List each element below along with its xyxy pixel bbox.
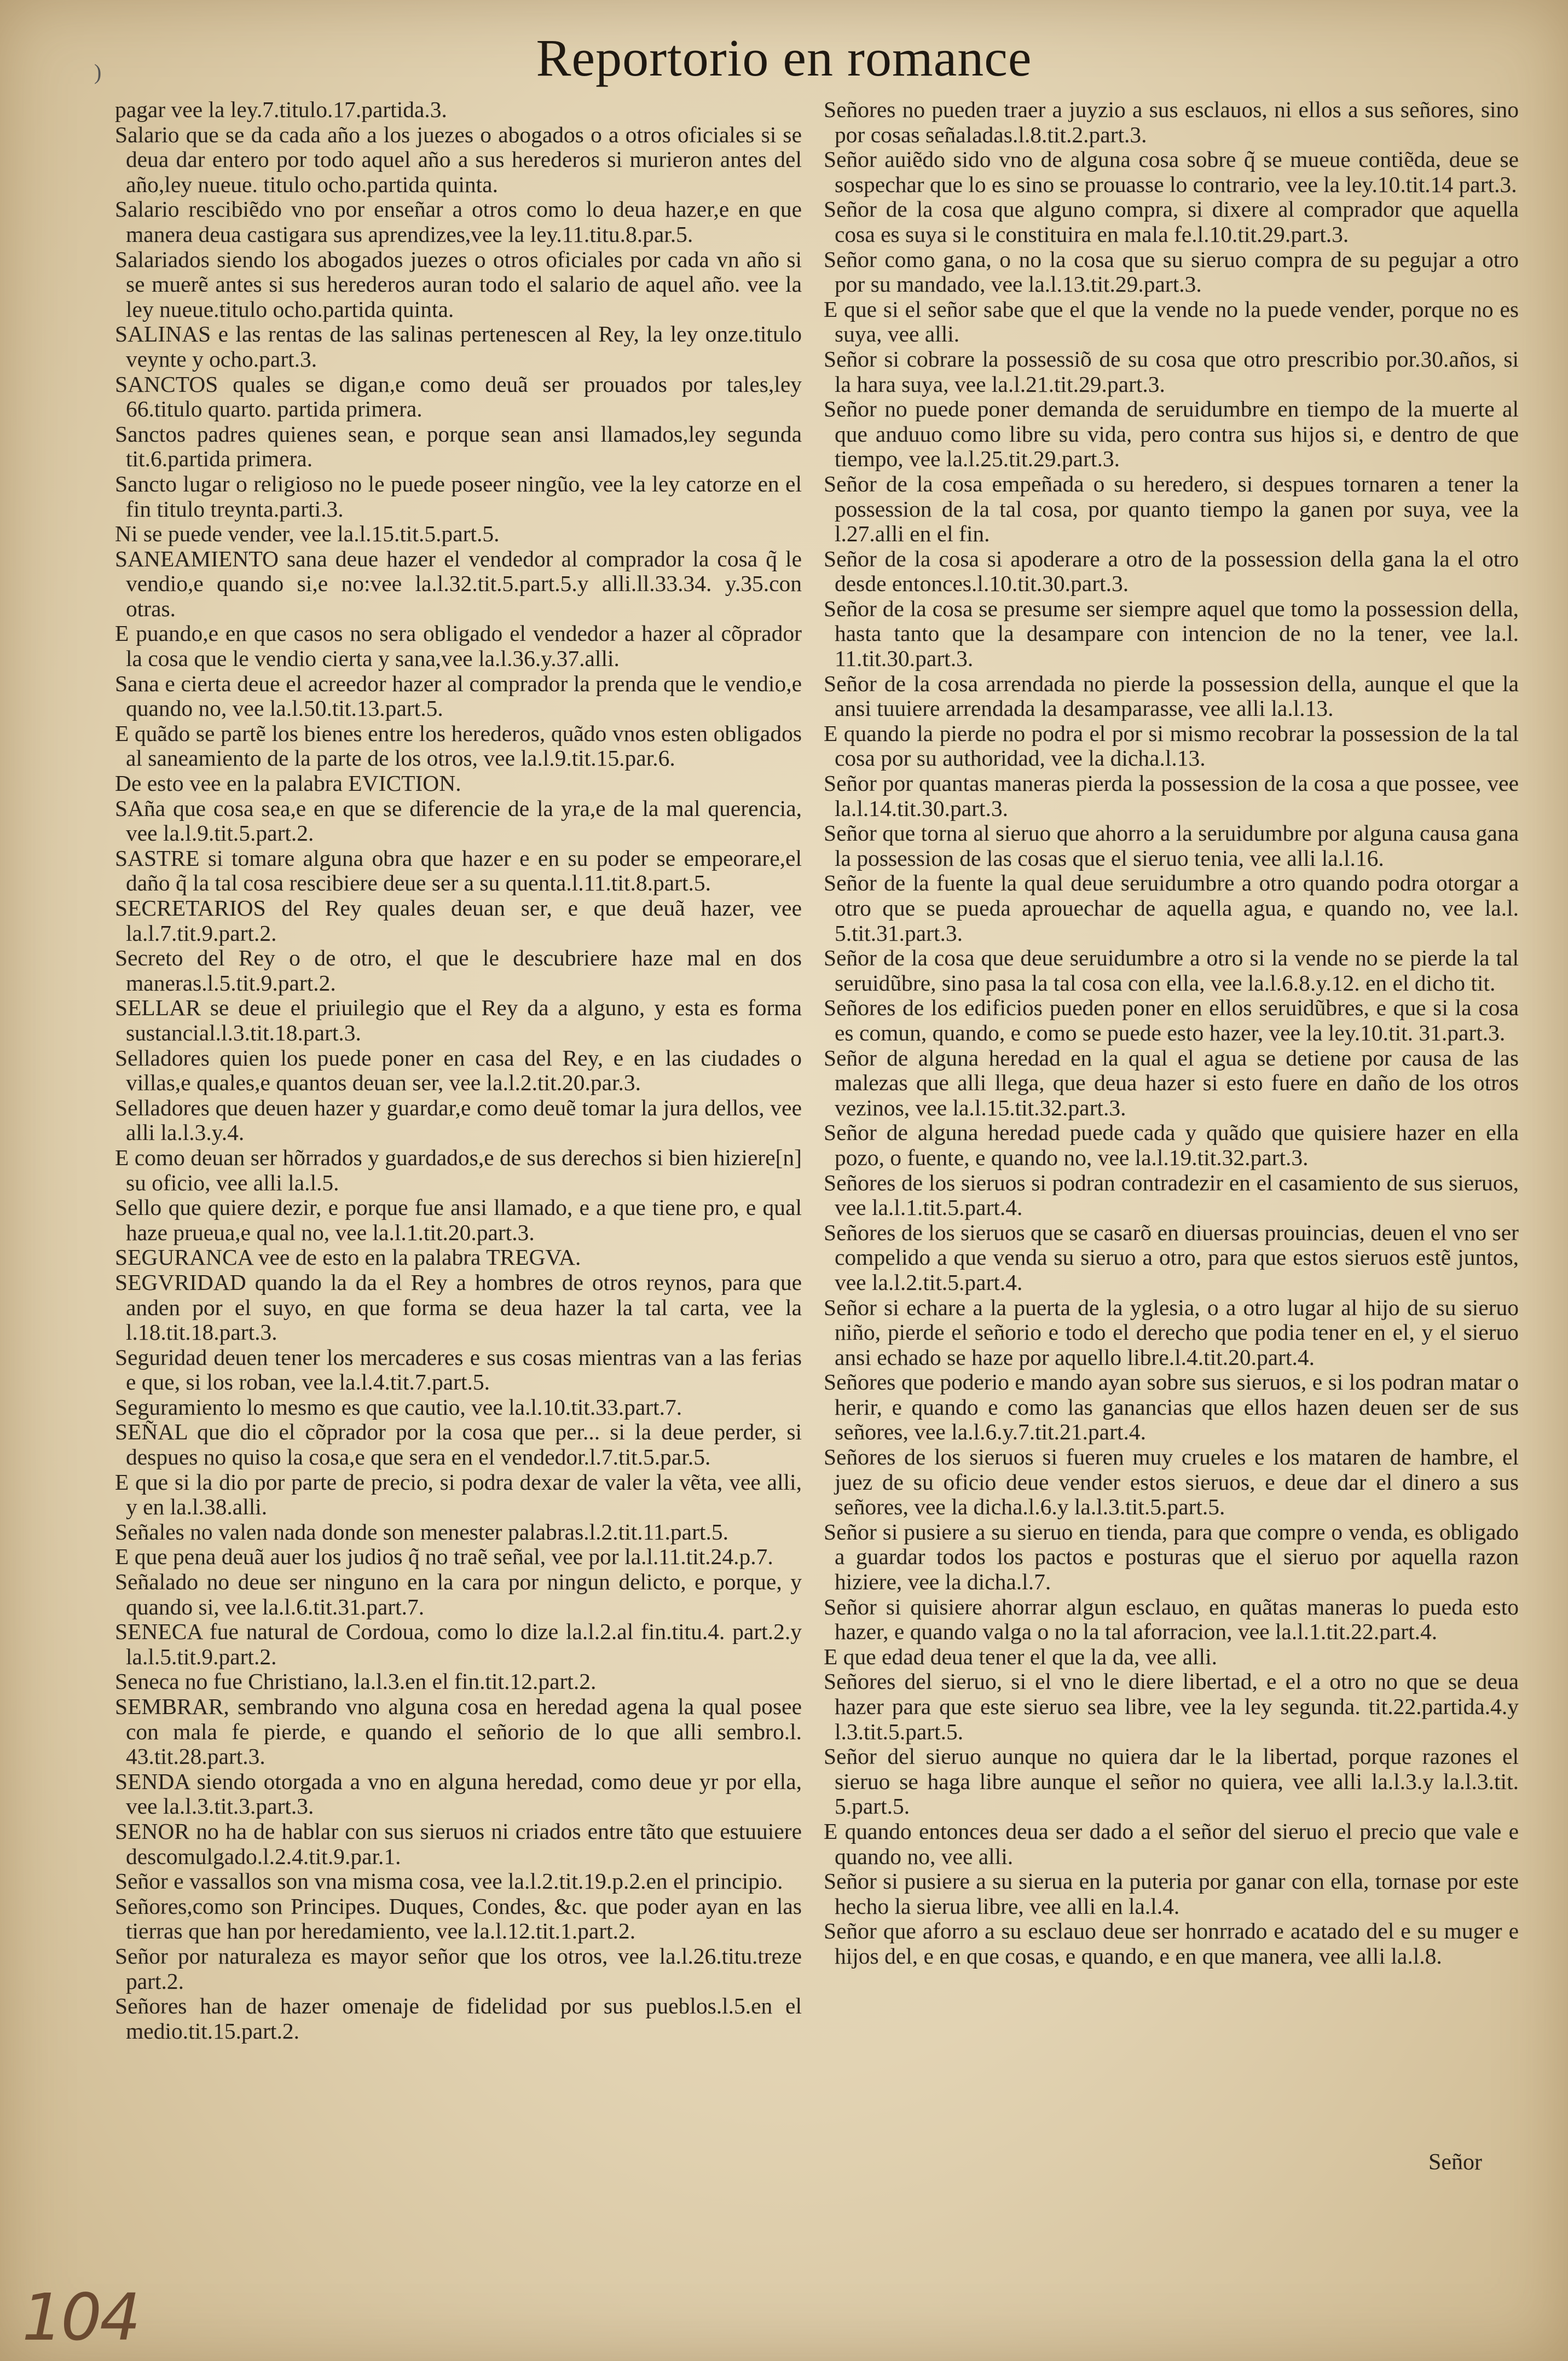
- index-entry: Señores de los sieruos que se casarõ en diuersas prouincias, deuen el vno ser compelido a que venda su sieruo a otro, para que estos sieruos estẽ juntos, vee la.l.2.tit.5.part.4.: [824, 1219, 1519, 1295]
- index-entry: Sana e cierta deue el acreedor hazer al comprador la prenda que le vendio,e quando no, vee la.l.50.tit.13.part.5.: [115, 670, 802, 721]
- index-entry: Señor e vassallos son vna misma cosa, vee la.l.2.tit.19.p.2.en el principio.: [115, 1868, 783, 1894]
- index-entry: Salario rescibiẽdo vno por enseñar a otros como lo deua hazer,e en que manera deua castigara sus aprendizes,vee la ley.11.titu.8.par.5.: [115, 196, 802, 247]
- index-entry: Señor como gana, o no la cosa que su sieruo compra de su pegujar a otro por su mandado, vee la.l.13.tit.29.part.3.: [824, 246, 1519, 297]
- index-entry: Señor de la cosa empeñada o su heredero, si despues tornaren a tener la possession de la tal cosa, por quanto tiempo la ganen por suya, vee la l.27.alli en el fin.: [824, 471, 1519, 547]
- index-entry: Señores,como son Principes. Duques, Condes, &c. que poder ayan en las tierras que han por heredamiento, vee la.l.12.tit.1.part.2.: [115, 1893, 802, 1944]
- index-entry: Señores de los sieruos si fueren muy crueles e los mataren de hambre, el juez de su oficio deue vender estos sieruos, e deue dar el dinero a sus señores, vee la dicha.l.6.y la.l.3.tit.5.part.5.: [824, 1444, 1519, 1520]
- index-entry: Señor de la cosa arrendada no pierde la possession della, aunque el que la ansi tuuiere arrendada la desamparasse, vee alli la.l.13.: [824, 670, 1519, 721]
- index-entry: SENDA siendo otorgada a vno en alguna heredad, como deue yr por ella, vee la.l.3.tit.3.part.3.: [115, 1768, 802, 1819]
- index-entry: Señores que poderio e mando ayan sobre sus sieruos, e si los podran matar o herir, e quando e como las ganancias que ellos hazen deuen ser de sus señores, vee la.l.6.y.7.tit.21.part.4.: [824, 1369, 1519, 1445]
- index-entry: Señales no valen nada donde son menester palabras.l.2.tit.11.part.5.: [115, 1519, 728, 1544]
- index-entry: Seneca no fue Christiano, la.l.3.en el fin.tit.12.part.2.: [115, 1669, 597, 1694]
- index-entry: Señalado no deue ser ninguno en la cara por ningun delicto, e porque, y quando si, vee la.l.6.tit.31.part.7.: [115, 1569, 802, 1619]
- catchword: Señor: [1428, 2150, 1482, 2175]
- index-entry: Señor de la cosa que alguno compra, si dixere al comprador que aquella cosa es suya si le constituira en mala fe.l.10.tit.29.part.3.: [824, 196, 1519, 247]
- index-entry: pagar vee la ley.7.titulo.17.partida.3.: [115, 97, 447, 122]
- index-entry: Salariados siendo los abogados juezes o otros oficiales por cada vn año si se muerẽ antes si sus herederos auran todo el salario de aquel año. vee la ley nueue.titulo ocho.partida quinta.: [115, 246, 802, 322]
- index-entry: Señor que torna al sieruo que ahorro a la seruidumbre por alguna causa gana la possession de las cosas que el sieruo tenia, vee alli la.l.16.: [824, 820, 1519, 871]
- index-entry: Señor si cobrare la possessiõ de su cosa que otro prescribio por.30.años, si la hara suya, vee la.l.21.tit.29.part.3.: [824, 346, 1519, 397]
- index-entry: Señores de los edificios pueden poner en ellos seruidũbres, e que si la cosa es comun, quando, e como se puede esto hazer, vee la ley.10.tit. 31.part.3.: [824, 995, 1519, 1045]
- index-entry: Señor auiẽdo sido vno de alguna cosa sobre q̃ se mueue contiẽda, deue se sospechar que lo es sino se prouasse lo contrario, vee la ley.10.tit.14 part.3.: [824, 147, 1519, 197]
- index-entry: Señor no puede poner demanda de seruidumbre en tiempo de la muerte al que anduuo como libre su vida, pero contra sus hijos si, e dentro de que tiempo, vee la.l.25.tit.29.part.3.: [824, 396, 1519, 472]
- index-entry: E como deuan ser hõrrados y guardados,e de sus derechos si bien hiziere[n] su oficio, vee alli la.l.5.: [115, 1144, 802, 1195]
- index-entry: E puando,e en que casos no sera obligado el vendedor a hazer al cõprador la cosa que le vendio cierta y sana,vee la.l.36.y.37.alli.: [115, 621, 802, 672]
- index-entry: Seguridad deuen tener los mercaderes e sus cosas mientras van a las ferias e que, si los roban, vee la.l.4.tit.7.part.5.: [115, 1344, 802, 1395]
- index-entry: SALINAS e las rentas de las salinas pertenescen al Rey, la ley onze.titulo veynte y ocho.part.3.: [115, 321, 802, 372]
- index-entry: SAña que cosa sea,e en que se diferencie de la yra,e de la mal querencia, vee la.l.9.tit.5.part.2.: [115, 795, 802, 846]
- index-entry: Señor de la cosa se presume ser siempre aquel que tomo la possession della, hasta tanto que la desampare con intencion de no la tener, vee la.l. 11.tit.30.part.3.: [824, 595, 1519, 672]
- index-entry: Seguramiento lo mesmo es que cautio, vee la.l.10.tit.33.part.7.: [115, 1394, 682, 1420]
- index-entry: Selladores quien los puede poner en casa del Rey, e en las ciudades o villas,e quales,e quantos deuan ser, vee la.l.2.tit.20.par.3.: [115, 1045, 802, 1096]
- index-entry: E que pena deuã auer los judios q̃ no traẽ señal, vee por la.l.11.tit.24.p.7.: [115, 1544, 773, 1570]
- index-entry: E que si el señor sabe que el que la vende no la puede vender, porque no es suya, vee alli.: [824, 296, 1519, 347]
- index-entry: E quando entonces deua ser dado a el señor del sieruo el precio que vale e quando no, vee alli.: [824, 1818, 1519, 1869]
- index-entry: SECRETARIOS del Rey quales deuan ser, e que deuã hazer, vee la.l.7.tit.9.part.2.: [115, 895, 802, 946]
- running-title: Reportorio en romance: [536, 28, 1032, 87]
- right-column: [824, 97, 1519, 1969]
- margin-mark: ): [94, 60, 102, 84]
- index-entry: Señor de alguna heredad en la qual el agua se detiene por causa de las malezas que alli llega, que deua hazer si esto fuere en daño de los otros vezinos, vee la.l.15.tit.32.part.3.: [824, 1045, 1519, 1120]
- index-entry: SENOR no ha de hablar con sus sieruos ni criados entre tãto que estuuiere descomulgado.l.2.4.tit.9.par.1.: [115, 1818, 802, 1869]
- index-entry: SEGURANCA vee de esto en la palabra TREGVA.: [115, 1245, 581, 1270]
- index-entry: Señor de la cosa que deue seruidumbre a otro si la vende no se pierde la tal seruidũbre, sino pasa la tal cosa con ella, vee la.l.6.8.y.12. en el dicho tit.: [824, 945, 1519, 996]
- index-entry: SEGVRIDAD quando la da el Rey a hombres de otros reynos, para que anden por el suyo, en que forma se deua hazer la tal carta, vee la l.18.tit.18.part.3.: [115, 1269, 802, 1345]
- index-entry: SASTRE si tomare alguna obra que hazer e en su poder se empeorare,el daño q̃ la tal cosa rescibiere deue ser a su quenta.l.11.tit.8.part.5.: [115, 845, 802, 896]
- index-entry: SANEAMIENTO sana deue hazer el vendedor al comprador la cosa q̃ le vendio,e quando si,e no:vee la.l.32.tit.5.part.5.y alli.ll.33.34. y.35.con otras.: [115, 546, 802, 621]
- index-entry: Señor de la cosa si apoderare a otro de la possession della gana la el otro desde entonces.l.10.tit.30.part.3.: [824, 546, 1519, 597]
- index-entry: E quãdo se partẽ los bienes entre los herederos, quãdo vnos esten obligados al saneamiento de la parte de los otros, vee la.l.9.tit.15.par.6.: [115, 720, 802, 771]
- index-entry: Señor por quantas maneras pierda la possession de la cosa a que possee, vee la.l.14.tit.30.part.3.: [824, 771, 1519, 821]
- index-entry: Selladores que deuen hazer y guardar,e como deuẽ tomar la jura dellos, vee alli la.l.3.y.4.: [115, 1095, 802, 1145]
- handwritten-folio-number: 104: [22, 2279, 139, 2355]
- index-entry: Señores de los sieruos si podran contradezir en el casamiento de sus sieruos, vee la.l.1.tit.5.part.4.: [824, 1170, 1519, 1220]
- index-entry: Secreto del Rey o de otro, el que le descubriere haze mal en dos maneras.l.5.tit.9.part.2.: [115, 945, 802, 996]
- index-entry: Señor por naturaleza es mayor señor que los otros, vee la.l.26.titu.treze part.2.: [115, 1943, 802, 1994]
- index-entry: Señor si quisiere ahorrar algun esclauo, en quãtas maneras lo pueda esto hazer, e quando valga o no la tal aforracion, vee la.l.1.tit.22.part.4.: [824, 1594, 1519, 1645]
- index-entry: SEÑAL que dio el cõprador por la cosa que per... si la deue perder, si despues no quiso la cosa,e que sera en el vendedor.l.7.tit.5.par.5.: [115, 1419, 802, 1470]
- index-entry: Señor que aforro a su esclauo deue ser honrrado e acatado del e su muger e hijos del, e en que cosas, e quando, e en que manera, vee alli la.l.8.: [824, 1918, 1519, 1969]
- index-entry: Sello que quiere dezir, e porque fue ansi llamado, e a que tiene pro, e qual haze prueua,e qual no, vee la.l.1.tit.20.part.3.: [115, 1195, 802, 1245]
- index-entry: Señores no pueden traer a juyzio a sus esclauos, ni ellos a sus señores, sino por cosas señaladas.l.8.tit.2.part.3.: [824, 97, 1519, 147]
- index-entry: Sancto lugar o religioso no le puede poseer ningũo, vee la ley catorze en el fin titulo treynta.parti.3.: [115, 471, 802, 522]
- index-entry: Señor si pusiere a su sieruo en tienda, para que compre o venda, es obligado a guardar todos los pactos e posturas que el sieruo por aquella razon hiziere, vee la dicha.l.7.: [824, 1519, 1519, 1595]
- index-entry: Señor de alguna heredad puede cada y quãdo que quisiere hazer en ella pozo, o fuente, e quando no, vee la.l.19.tit.32.part.3.: [824, 1120, 1519, 1170]
- index-entry: Ni se puede vender, vee la.l.15.tit.5.part.5.: [115, 521, 500, 547]
- index-entry: Señores del sieruo, si el vno le diere libertad, e el a otro no que se deua hazer para que este sieruo sea libre, vee la ley segunda. tit.22.partida.4.y l.3.tit.5.part.5.: [824, 1669, 1519, 1744]
- index-entry: E que si la dio por parte de precio, si podra dexar de valer la vẽta, vee alli, y en la.l.38.alli.: [115, 1469, 802, 1520]
- index-entry: Señor si echare a la puerta de la yglesia, o a otro lugar al hijo de su sieruo niño, pierde el señorio e todo el derecho que podia tener en el, y el sieruo ansi echado se haze por aquello libre.l.4.tit.20.part.4.: [824, 1294, 1519, 1370]
- index-entry: SENECA fue natural de Cordoua, como lo dize la.l.2.al fin.titu.4. part.2.y la.l.5.tit.9.part.2.: [115, 1619, 802, 1669]
- index-entry: De esto vee en la palabra EVICTION.: [115, 771, 461, 796]
- index-entry: Señor si pusiere a su sierua en la puteria por ganar con ella, tornase por este hecho la sierua libre, vee alli en la.l.4.: [824, 1868, 1519, 1919]
- index-entry: Señores han de hazer omenaje de fidelidad por sus pueblos.l.5.en el medio.tit.15.part.2.: [115, 1993, 802, 2044]
- index-entry: Señor del sieruo aunque no quiera dar le la libertad, porque razones el sieruo se haga libre aunque el señor no quiera, vee alli la.l.3.y la.l.3.tit. 5.part.5.: [824, 1744, 1519, 1819]
- index-entry: E que edad deua tener el que la da, vee alli.: [824, 1644, 1217, 1669]
- index-entry: Sanctos padres quienes sean, e porque sean ansi llamados,ley segunda tit.6.partida primera.: [115, 421, 802, 472]
- left-column: [115, 97, 802, 2044]
- index-entry: SEMBRAR, sembrando vno alguna cosa en heredad agena la qual posee con mala fe pierde, e quando el señorio de lo que alli sembro.l. 43.tit.28.part.3.: [115, 1694, 802, 1769]
- index-entry: Señor de la fuente la qual deue seruidumbre a otro quando podra otorgar a otro que se pueda aprouechar de aquella agua, e quando no, vee la.l. 5.tit.31.part.3.: [824, 870, 1519, 946]
- index-entry: Salario que se da cada año a los juezes o abogados o a otros oficiales si se deua dar entero por todo aquel año a sus herederos si murieron antes del año,ley nueue. titulo ocho.partida quinta.: [115, 121, 802, 197]
- index-entry: SELLAR se deue el priuilegio que el Rey da a alguno, y esta es forma sustancial.l.3.tit.18.part.3.: [115, 995, 802, 1045]
- index-entry: SANCTOS quales se digan,e como deuã ser prouados por tales,ley 66.titulo quarto. partida primera.: [115, 371, 802, 422]
- index-entry: E quando la pierde no podra el por si mismo recobrar la possession de la tal cosa por su authoridad, vee la dicha.l.13.: [824, 720, 1519, 771]
